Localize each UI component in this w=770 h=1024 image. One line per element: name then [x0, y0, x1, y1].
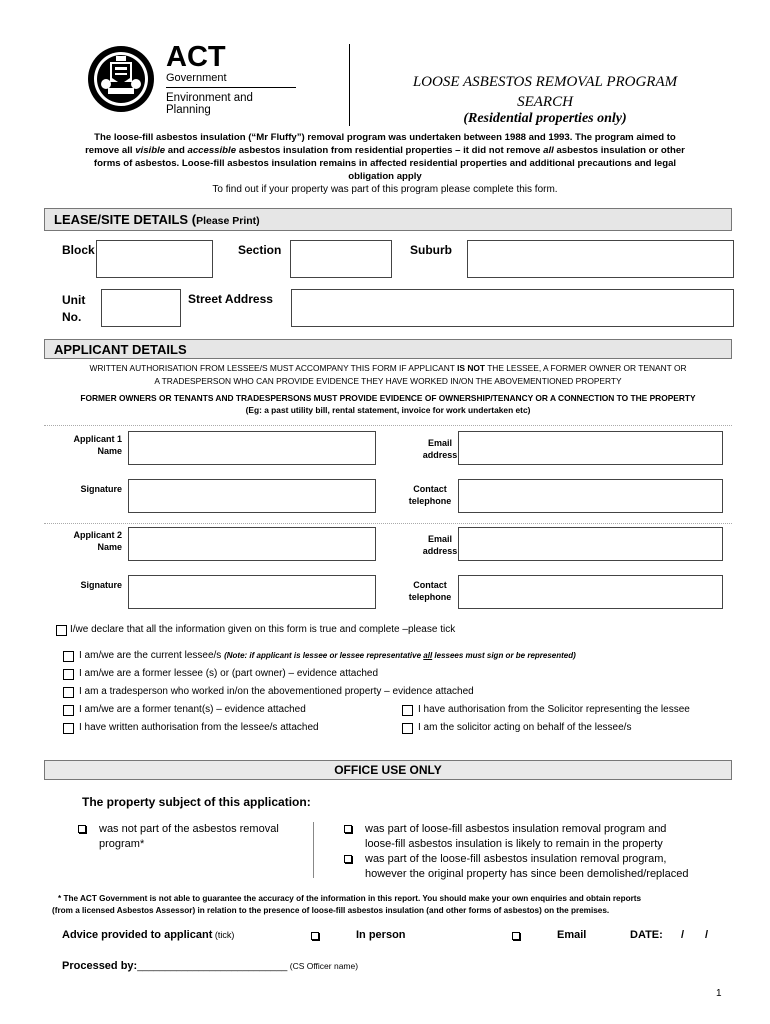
office-divider: [313, 822, 314, 878]
applicant2-contact-input[interactable]: [458, 575, 723, 609]
email-checkbox[interactable]: [512, 932, 520, 940]
street-address-input[interactable]: [291, 289, 734, 327]
applicant1-contact-input[interactable]: [458, 479, 723, 513]
former-tenant-text: I am/we are a former tenant(s) – evidence attached: [79, 704, 306, 715]
not-part-checkbox[interactable]: [78, 825, 86, 833]
applicant2-email-label: Email address: [422, 534, 458, 556]
part-demolished-checkbox[interactable]: [344, 855, 352, 863]
date-label: DATE:: [630, 929, 663, 941]
date-separator-2: /: [705, 929, 709, 941]
part-remains-checkbox[interactable]: [344, 825, 352, 833]
applicant1-name-label: Applicant 1 Name: [73, 434, 122, 456]
page-title-line2: SEARCH: [517, 94, 573, 110]
not-part-option: was not part of the asbestos removal program*: [78, 822, 279, 852]
applicant1-signature-input[interactable]: [128, 479, 376, 513]
property-subject-heading: The property subject of this application:: [82, 795, 311, 809]
written-authorisation-text: I have written authorisation from the lessee/s attached: [79, 722, 319, 733]
in-person-checkbox[interactable]: [311, 932, 319, 940]
suburb-input[interactable]: [467, 240, 734, 278]
in-person-label: In person: [356, 929, 406, 941]
suburb-label: Suburb: [410, 243, 452, 257]
applicant2-signature-input[interactable]: [128, 575, 376, 609]
solicitor-authorisation-checkbox[interactable]: [402, 705, 413, 716]
current-lessee-text: I am/we are the current lessee/s (Note: if applicant is lessee or lessee representative all lessees must sign or be represented): [79, 650, 576, 661]
header-divider: [349, 44, 350, 126]
act-crest-icon: [86, 44, 156, 114]
declaration-checkbox[interactable]: [56, 625, 67, 636]
former-lessee-text: I am/we are a former lessee (s) or (part owner) – evidence attached: [79, 668, 379, 679]
page-subtitle: (Residential properties only): [463, 111, 627, 126]
page-number: 1: [716, 988, 722, 999]
intro-paragraph: The loose-fill asbestos insulation (“Mr Fluffy”) removal program was undertaken between 1988 and 1993. The program aimed to remove all visible and accessible asbestos insulation from residential properties – it did not remove all asbestos insulation or other forms of asbestos. Loose-fill asbestos insulation remains in affected residential properties and additional precautions and legal obligation apply: [85, 132, 685, 182]
written-authorisation-checkbox[interactable]: [63, 723, 74, 734]
applicant2-email-input[interactable]: [458, 527, 723, 561]
applicant2-signature-label: Signature: [80, 580, 122, 590]
lease-section-header: LEASE/SITE DETAILS (Please Print): [44, 208, 732, 231]
act-logo-line2: Environment and Planning: [166, 92, 253, 116]
solicitor-acting-checkbox[interactable]: [402, 723, 413, 734]
act-logo: [86, 41, 296, 116]
applicant1-email-input[interactable]: [458, 431, 723, 465]
applicant2-name-label: Applicant 2 Name: [73, 530, 122, 552]
street-address-label: Street Address: [188, 292, 273, 306]
applicant2-name-input[interactable]: [128, 527, 376, 561]
applicant1-signature-label: Signature: [80, 484, 122, 494]
act-logo-line1: Government: [166, 72, 227, 84]
applicant1-contact-label: Contact telephone: [408, 484, 452, 506]
unit-input[interactable]: [101, 289, 181, 327]
applicant-note-2: FORMER OWNERS OR TENANTS AND TRADESPERSONS MUST PROVIDE EVIDENCE OF OWNERSHIP/TENANCY OR A CONNECTION TO THE PROPERTY (Eg: a past utility bill, rental statement, invoice for work undertaken etc): [80, 393, 696, 415]
applicant1-name-input[interactable]: [128, 431, 376, 465]
tradesperson-text: I am a tradesperson who worked in/on the abovementioned property – evidence attached: [79, 686, 474, 697]
part-remains-option: was part of loose-fill asbestos insulation removal program and loose-fill asbestos insulation is likely to remain in the property: [344, 822, 666, 852]
unit-label: Unit No.: [62, 293, 86, 324]
office-use-header: OFFICE USE ONLY: [44, 760, 732, 780]
current-lessee-checkbox[interactable]: [63, 651, 74, 662]
applicant2-contact-label: Contact telephone: [408, 580, 452, 602]
section-input[interactable]: [290, 240, 392, 278]
applicant1-email-label: Email address: [422, 438, 458, 460]
solicitor-authorisation-text: I have authorisation from the Solicitor representing the lessee: [418, 704, 690, 715]
former-lessee-checkbox[interactable]: [63, 669, 74, 680]
applicant-section-header: APPLICANT DETAILS: [44, 339, 732, 359]
intro-instruction: To find out if your property was part of this program please complete this form.: [212, 184, 558, 195]
declaration-text: I/we declare that all the information given on this form is true and complete –please tick: [70, 624, 456, 635]
former-tenant-checkbox[interactable]: [63, 705, 74, 716]
page-title: [360, 72, 730, 112]
block-input[interactable]: [96, 240, 213, 278]
date-separator-1: /: [681, 929, 685, 941]
applicant-note-1: WRITTEN AUTHORISATION FROM LESSEE/S MUST ACCOMPANY THIS FORM IF APPLICANT IS NOT THE LESSEE, A FORMER OWNER OR TENANT OR A TRADESPERSON WHO CAN PROVIDE EVIDENCE THEY HAVE WORKED IN/ON THE ABOVEMENTIONED PROPERTY: [89, 363, 687, 386]
act-logo-brand: ACT: [166, 41, 226, 73]
tradesperson-checkbox[interactable]: [63, 687, 74, 698]
processed-by: Processed by:___________________________ (CS Officer name): [62, 960, 359, 972]
disclaimer: * The ACT Government is not able to guarantee the accuracy of the information in this report. You should make your own enquiries and obtain reports (from a licensed Asbestos Assessor) in relation to the presence of loose-fill asbestos insulation (and other forms of asbestos) on the premises.: [52, 894, 642, 915]
part-demolished-option: was part of the loose-fill asbestos insulation removal program, however the original property has since been demolished/replaced: [344, 852, 688, 882]
email-label: Email: [557, 929, 587, 941]
solicitor-acting-text: I am the solicitor acting on behalf of the lessee/s: [418, 722, 632, 733]
advice-label: Advice provided to applicant (tick): [62, 929, 235, 941]
page-title-line1: LOOSE ASBESTOS REMOVAL PROGRAM: [412, 74, 678, 90]
block-label: Block: [62, 243, 95, 257]
section-label: Section: [238, 243, 282, 257]
